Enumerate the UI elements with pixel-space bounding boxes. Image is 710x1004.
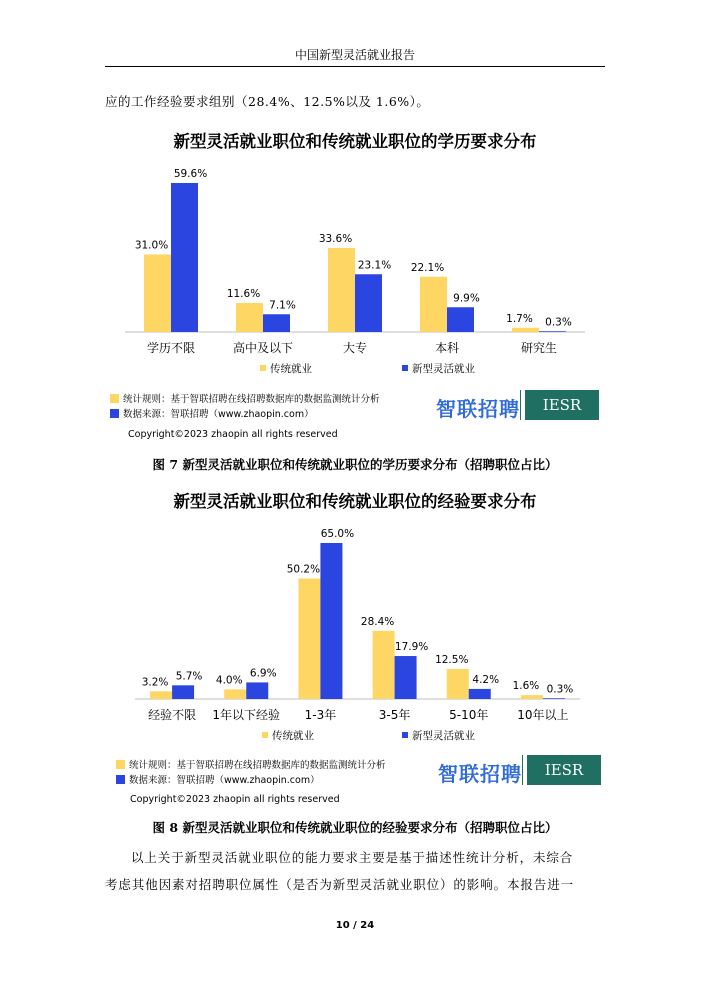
data-label: 31.0% [134,239,169,252]
category-label: 学历不限 [146,341,196,355]
chart1-copyright: Copyright©2023 zhaopin all rights reserved [128,429,338,440]
bar-new [246,682,268,699]
bar-new [543,698,565,699]
fig8-caption: 图 8 新型灵活就业职位和传统就业职位的经验要求分布（招聘职位占比） [152,820,558,835]
chart2-copyright: Copyright©2023 zhaopin all rights reserved [130,794,340,805]
legend-swatch [262,732,268,738]
running-header: 中国新型灵活就业报告 [294,48,415,62]
iesr-logo: IESR [527,755,601,785]
header-rule [105,66,605,67]
data-label: 23.1% [357,259,392,272]
source-marker [116,775,125,784]
fig7-caption: 图 7 新型灵活就业职位和传统就业职位的学历要求分布（招聘职位占比） [152,457,558,472]
category-label: 5-10年 [449,708,489,722]
bar-traditional [420,277,447,332]
category-label: 大专 [342,341,368,355]
body-paragraph-line2: 考虑其他因素对招聘职位属性（是否为新型灵活就业职位）的影响。本报告进一 [105,877,575,892]
data-label: 7.1% [269,299,296,312]
chart1-source-text: 数据来源：智联招聘（www.zhaopin.com） [123,409,314,420]
bar-new [395,656,417,699]
category-label: 1年以下经验 [212,708,281,722]
rule-marker [110,394,119,403]
category-label: 经验不限 [148,708,197,722]
data-label: 12.5% [435,654,469,666]
iesr-logo: IESR [525,390,599,420]
bar-new [171,183,198,332]
bar-new [355,274,382,332]
category-label: 研究生 [520,341,558,355]
category-label: 本科 [434,341,460,355]
bar-traditional [373,631,395,699]
rule-marker [116,760,125,769]
data-label: 6.9% [249,667,277,680]
data-label: 0.3% [546,683,574,696]
bar-new [172,685,194,699]
bar-traditional [224,689,246,699]
data-label: 9.9% [453,292,480,305]
chart1-rule-text: 统计规则：基于智联招聘在线招聘数据库的数据监测统计分析 [123,394,380,405]
data-label: 11.6% [226,288,261,300]
category-label: 3-5年 [378,708,411,722]
chart2-rule-note [116,757,386,771]
legend-label: 新型灵活就业 [412,363,475,375]
bar-traditional [150,691,172,699]
zhaopin-logo: 智联招聘 [438,762,522,786]
chart2-title: 新型灵活就业职位和传统就业职位的经验要求分布 [173,492,537,511]
bar-traditional [447,669,469,699]
category-label: 10年以上 [517,708,569,722]
data-label: 3.2% [141,676,169,689]
legend-swatch [402,732,408,738]
data-label: 22.1% [410,261,445,274]
bar-new [469,689,491,699]
data-label: 59.6% [173,168,208,180]
bar-traditional [521,695,543,699]
data-label: 33.6% [318,233,353,245]
data-label: 1.6% [512,680,540,693]
chart2-rule-text: 统计规则：基于智联招聘在线招聘数据库的数据监测统计分析 [129,760,386,771]
bar-traditional [298,579,320,699]
chart2-source-text: 数据来源：智联招聘（www.zhaopin.com） [129,775,320,786]
data-label: 28.4% [360,615,395,628]
logo-separator [522,755,523,785]
intro-text: 应的工作经验要求组别（28.4%、12.5%以及 1.6%）。 [105,94,430,109]
bar-new [447,307,474,332]
bar-new [320,543,342,699]
chart1-title: 新型灵活就业职位和传统就业职位的学历要求分布 [173,132,537,151]
bar-traditional [236,303,263,332]
zhaopin-logo: 智联招聘 [436,397,520,421]
bar-traditional [512,328,539,332]
data-label: 0.3% [545,316,572,329]
legend-label: 新型灵活就业 [412,730,475,742]
source-marker [110,409,119,418]
page-number: 10 / 24 [335,920,375,931]
category-label: 1-3年 [304,708,337,722]
bar-traditional [144,255,171,333]
data-label: 17.9% [394,641,429,654]
chart1-source-note [110,406,314,420]
legend-swatch [402,365,408,371]
data-label: 4.0% [215,674,243,687]
logo-separator [520,390,521,420]
chart1-plot [105,150,605,385]
bar-traditional [328,248,355,332]
body-paragraph-line1: 以上关于新型灵活就业职位的能力要求主要是基于描述性统计分析，未综合 [131,850,574,865]
chart2-source-note [116,772,320,786]
data-label: 5.7% [175,670,203,683]
data-label: 4.2% [472,673,500,686]
data-label: 65.0% [320,528,355,540]
data-label: 1.7% [506,312,533,325]
legend-label: 传统就业 [272,730,314,742]
legend-swatch [260,365,266,371]
chart1-rule-note [110,391,380,405]
data-label: 50.2% [286,563,321,576]
bar-new [539,331,566,332]
legend-label: 传统就业 [270,363,312,375]
category-label: 高中及以下 [232,341,294,355]
bar-new [263,314,290,332]
chart2-plot [105,515,605,755]
